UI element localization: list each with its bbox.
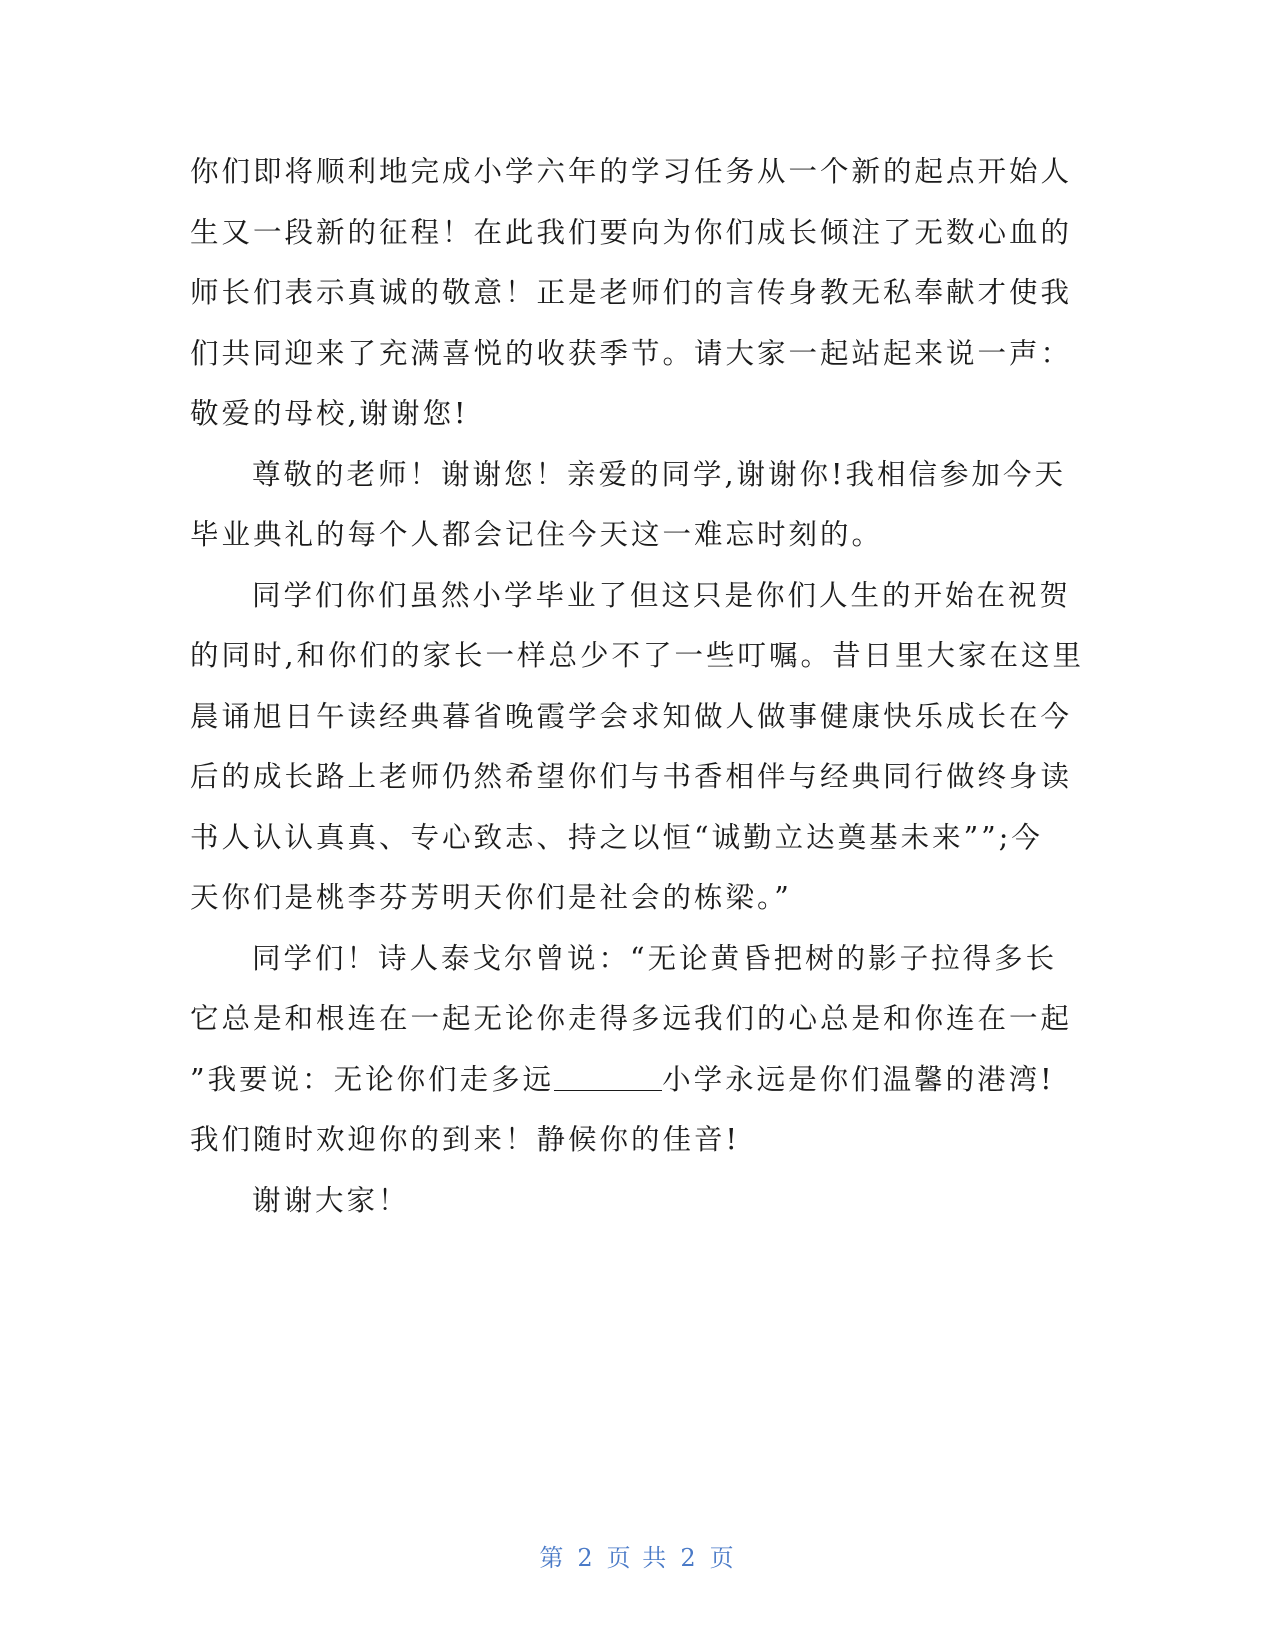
text-line: 生又一段新的征程！在此我们要向为你们成长倾注了无数心血的	[190, 215, 1073, 249]
current-page-number: 2	[577, 1544, 595, 1572]
text-line: 后的成长路上老师仍然希望你们与书香相伴与经典同行做终身读	[190, 760, 1073, 793]
page-footer	[0, 1538, 1275, 1573]
page-label-mid: 页 共	[606, 1544, 669, 1572]
text-line: 你们即将顺利地完成小学六年的学习任务从一个新的起点开始人	[190, 155, 1073, 188]
text-line: 书人认认真真、专心致志、持之以恒“诚勤立达奠基未来””;今	[190, 820, 1043, 854]
text-line: 它总是和根连在一起无论你走得多远我们的心总是和你连在一起	[190, 1002, 1073, 1035]
text-line: 我们随时欢迎你的到来！静候你的佳音!	[190, 1123, 740, 1156]
page-label-prefix: 第	[539, 1544, 566, 1572]
text-line: 同学们！诗人泰戈尔曾说：“无论黄昏把树的影子拉得多长	[252, 941, 1058, 975]
text-line: 天你们是桃李芬芳明天你们是社会的栋梁。”	[190, 881, 792, 914]
text-line: 同学们你们虽然小学毕业了但这只是你们人生的开始在祝贺	[252, 578, 1072, 612]
text-line: 谢谢大家！	[252, 1183, 410, 1217]
page-label-suffix: 页	[709, 1544, 736, 1572]
fill-in-blank	[554, 1064, 662, 1091]
text-line: 的同时,和你们的家长一样总少不了一些叮嘱。昔日里大家在这里	[190, 639, 1085, 672]
text-line: 晨诵旭日午读经典暮省晚霞学会求知做人做事健康快乐成长在今	[190, 699, 1073, 733]
body-text	[190, 142, 1090, 1231]
text-segment: 小学永远是你们温馨的港湾!	[662, 1062, 1055, 1096]
text-segment: ”我要说：无论你们走多远	[190, 1062, 555, 1096]
text-line: 尊敬的老师！谢谢您！亲爱的同学,谢谢你!我相信参加今天	[252, 457, 1067, 491]
text-line: 敬爱的母校,谢谢您!	[190, 397, 469, 430]
text-line: 们共同迎来了充满喜悦的收获季节。请大家一起站起来说一声：	[190, 336, 1073, 370]
text-line-with-blank	[190, 1050, 1090, 1111]
text-line: 毕业典礼的每个人都会记住今天这一难忘时刻的。	[190, 518, 884, 551]
text-line: 师长们表示真诚的敬意！正是老师们的言传身教无私奉献才使我	[190, 276, 1073, 309]
total-pages-number: 2	[680, 1544, 698, 1572]
